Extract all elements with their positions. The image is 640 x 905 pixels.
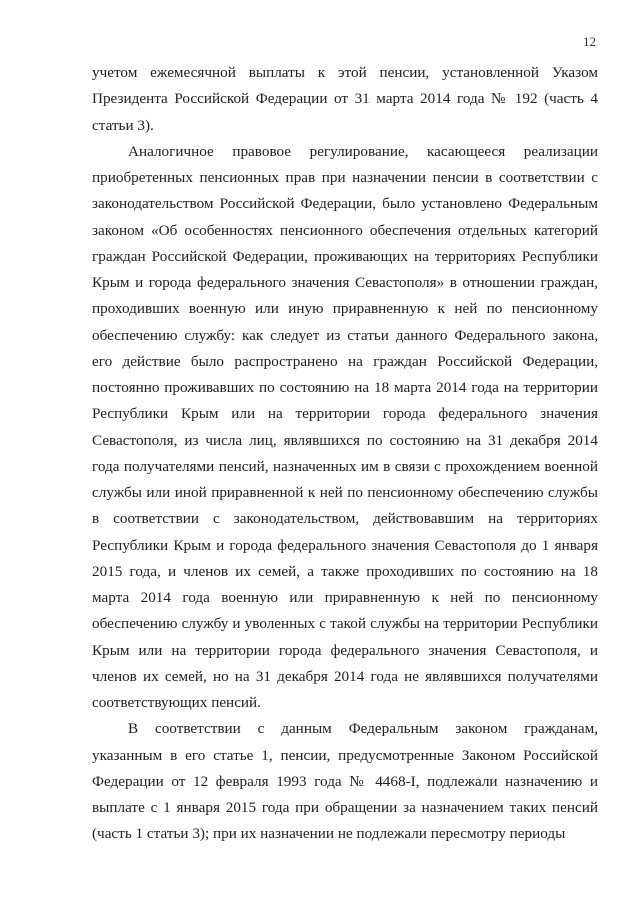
text-line: (часть 1 статьи 3); при их назначении не подлежали пересмотру периоды xyxy=(92,825,566,843)
text-line: статьи 3). xyxy=(92,116,154,134)
text-line: обеспечению службу: как следует из статьи данного Федерального закона, xyxy=(92,326,598,344)
text-line: Президента Российской Федерации от 31 марта 2014 года № 192 (часть 4 xyxy=(92,90,598,108)
text-line: учетом ежемесячной выплаты к этой пенсии, установленной Указом xyxy=(92,64,598,81)
text-line: Крым или на территории города федерального значения Севастополя, и xyxy=(92,641,598,659)
text-line: в соответствии с законодательством, действовавшим на территориях xyxy=(92,510,598,528)
text-line: Севастополя, из числа лиц, являвшихся по состоянию на 31 декабря 2014 xyxy=(92,431,598,449)
text-line: его действие было распространено на граждан Российской Федерации, xyxy=(92,352,598,370)
text-line: соответствующих пенсий. xyxy=(92,694,261,711)
text-line: указанным в его статье 1, пенсии, предусмотренные Законом Российской xyxy=(92,746,598,764)
body-text xyxy=(92,60,598,848)
text-line: постоянно проживавших по состоянию на 18 марта 2014 года на территории xyxy=(92,379,598,396)
text-line: Республики Крым или на территории города федерального значения xyxy=(92,405,598,423)
text-line: приобретенных пенсионных прав при назначении пенсии в соответствии с xyxy=(92,169,598,186)
text-line: выплате с 1 января 2015 года при обращении за назначением таких пенсий xyxy=(92,799,598,816)
text-line: В соответствии с данным Федеральным законом гражданам, xyxy=(128,720,598,738)
paragraph xyxy=(92,716,598,847)
text-line: граждан Российской Федерации, проживающих на территориях Республики xyxy=(92,247,598,265)
text-line: проходивших военную или иную приравненную к ней по пенсионному xyxy=(92,300,598,318)
text-line: службы или иной приравненной к ней по пенсионному обеспечению службы xyxy=(92,484,598,501)
page-number: 12 xyxy=(583,34,596,49)
text-line: Аналогичное правовое регулирование, касающееся реализации xyxy=(128,142,598,160)
text-line: законодательством Российской Федерации, было установлено Федеральным xyxy=(92,195,598,213)
text-line: Республики Крым и города федерального значения Севастополя до 1 января xyxy=(92,536,598,554)
text-line: года получателями пенсий, назначенных им в связи с прохождением военной xyxy=(92,457,598,475)
text-line: членов их семей, но на 31 декабря 2014 года не являвшихся получателями xyxy=(92,667,598,685)
text-line: Крым и города федерального значения Севастополя» в отношении граждан, xyxy=(92,274,598,291)
text-line: законом «Об особенностях пенсионного обеспечения отдельных категорий xyxy=(92,221,598,239)
text-line: обеспечению службу и уволенных с такой службы на территории Республики xyxy=(92,615,598,633)
paragraph xyxy=(92,60,598,139)
paragraph xyxy=(92,139,598,717)
text-line: 2015 года, и членов их семей, а также проходивших по состоянию на 18 xyxy=(92,562,598,580)
text-line: марта 2014 года военную или приравненную к ней по пенсионному xyxy=(92,589,598,606)
text-line: Федерации от 12 февраля 1993 года № 4468-I, подлежали назначению и xyxy=(92,772,598,790)
